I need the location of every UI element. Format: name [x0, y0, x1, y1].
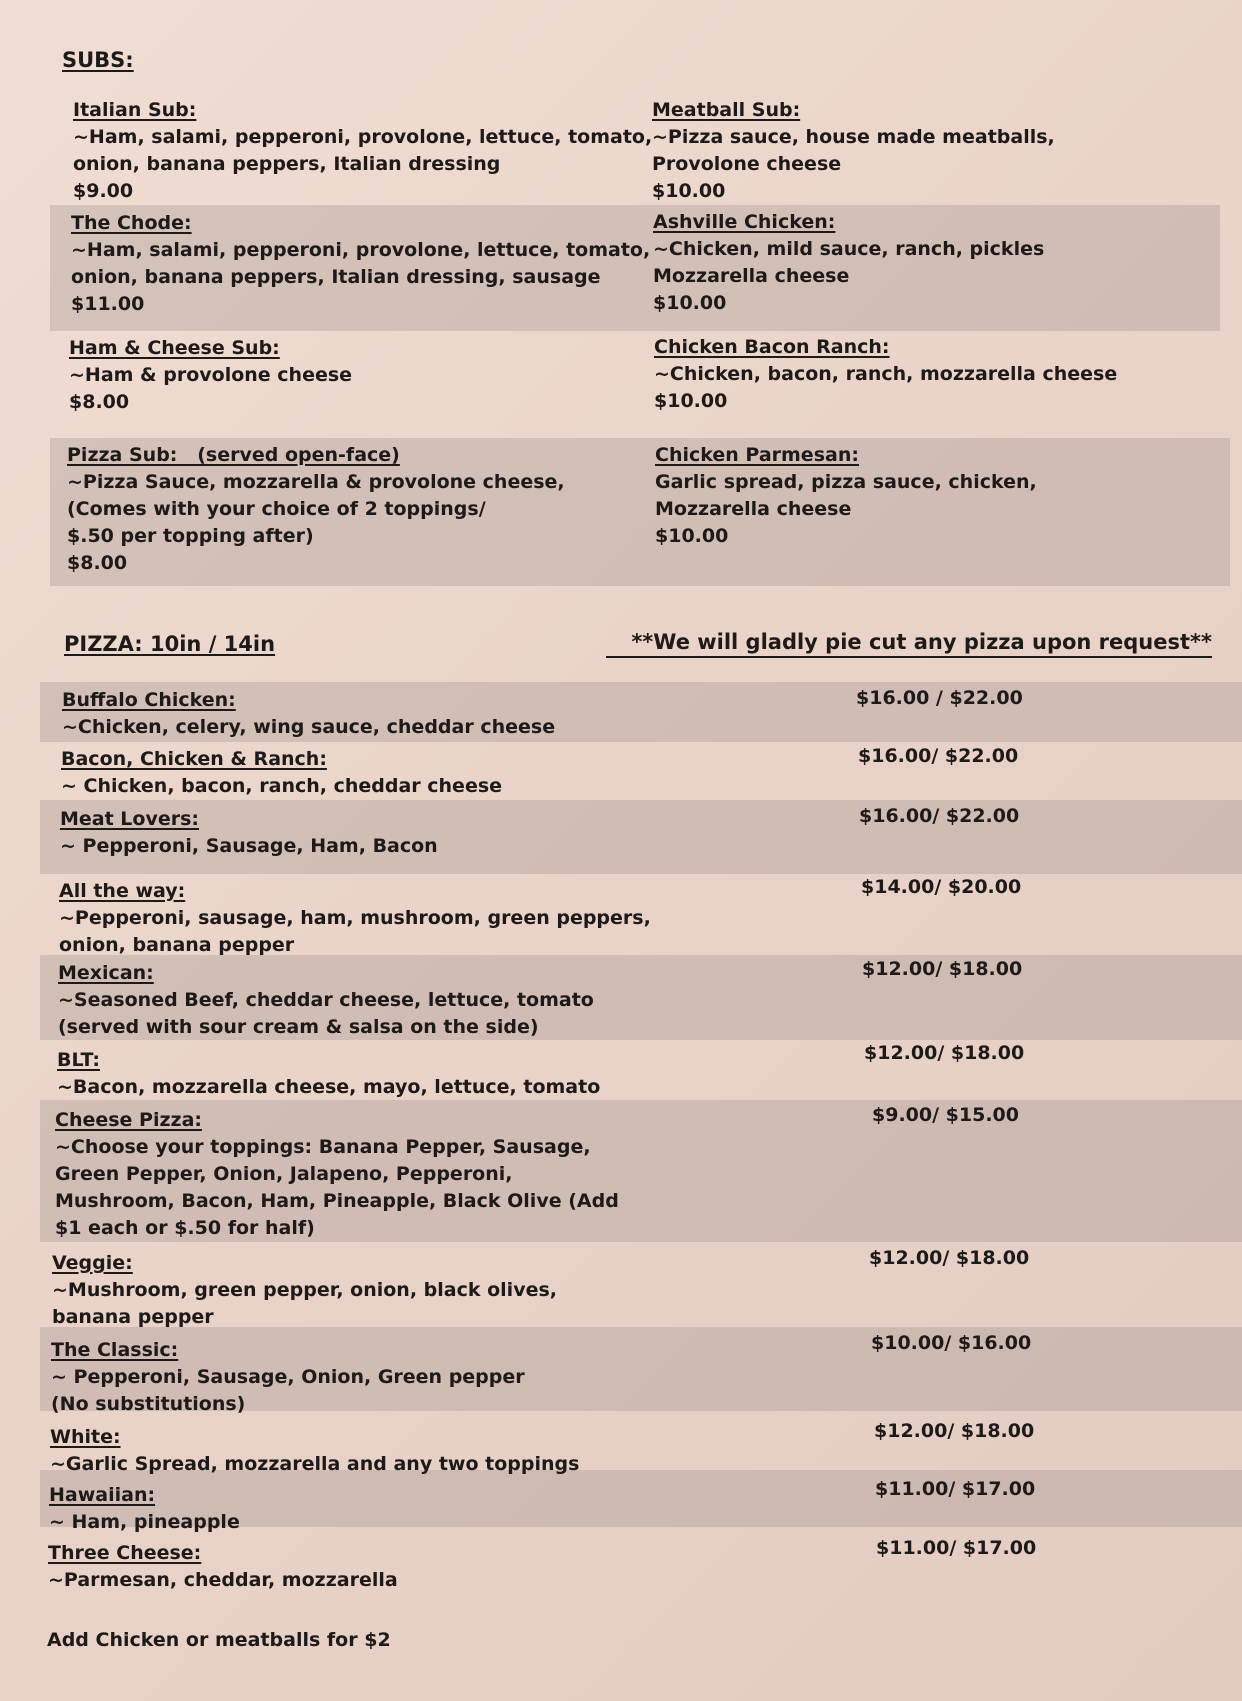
- item-description: ~Choose your toppings: Banana Pepper, Sausage,: [55, 1136, 591, 1158]
- menu-item-mexican: [58, 960, 594, 1041]
- item-price: $12.00/ $18.00: [864, 1042, 1025, 1064]
- menu-item-chicken-parmesan: [655, 442, 1037, 550]
- item-description: (Comes with your choice of 2 toppings/: [67, 498, 486, 520]
- pie-cut-note: **We will gladly pie cut any pizza upon request**: [606, 630, 1212, 658]
- menu-item-chicken-bacon-ranch: [654, 334, 1117, 415]
- item-description: ~Ham, salami, pepperoni, provolone, lettuce, tomato,: [71, 239, 651, 261]
- menu-item-ashville-chicken: [653, 209, 1044, 317]
- item-description: $1 each or $.50 for half): [55, 1217, 315, 1239]
- item-name: Veggie:: [52, 1252, 133, 1274]
- item-name: Chicken Parmesan:: [655, 444, 859, 466]
- subs-heading: SUBS:: [62, 48, 134, 72]
- item-description: ~Chicken, bacon, ranch, mozzarella cheese: [654, 363, 1118, 385]
- item-description: onion, banana peppers, Italian dressing, sausage: [71, 266, 601, 288]
- item-description: ~ Pepperoni, Sausage, Onion, Green pepper: [51, 1366, 525, 1388]
- menu-item-meatball-sub: [652, 97, 1055, 205]
- menu-item-the-classic: [51, 1337, 525, 1418]
- item-name: Italian Sub:: [73, 99, 197, 121]
- item-name: White:: [50, 1426, 121, 1448]
- menu-item-buffalo-chicken: [62, 687, 555, 741]
- item-name: Ashville Chicken:: [653, 211, 836, 233]
- menu-item-italian-sub: [73, 97, 652, 205]
- item-description: ~Ham, salami, pepperoni, provolone, lettuce, tomato,: [73, 126, 653, 148]
- pizza-heading: PIZZA: 10in / 14in: [64, 632, 276, 656]
- item-description: ~Mushroom, green pepper, onion, black olives,: [52, 1279, 557, 1301]
- item-description: ~Chicken, mild sauce, ranch, pickles: [653, 238, 1045, 260]
- item-description: $.50 per topping after): [67, 525, 314, 547]
- item-price: $11.00: [71, 293, 145, 315]
- item-price: $14.00/ $20.00: [861, 876, 1022, 898]
- item-description: ~Chicken, celery, wing sauce, cheddar cheese: [62, 716, 556, 738]
- item-name: Hawaiian:: [49, 1484, 156, 1506]
- item-description: onion, banana peppers, Italian dressing: [73, 153, 501, 175]
- item-name: The Chode:: [71, 212, 192, 234]
- item-price: $8.00: [69, 391, 130, 413]
- item-name: Meat Lovers:: [60, 808, 200, 830]
- item-name: Pizza Sub: (served open-face): [67, 444, 400, 466]
- item-description: ~Parmesan, cheddar, mozzarella: [48, 1569, 398, 1591]
- item-description: Green Pepper, Onion, Jalapeno, Pepperoni,: [55, 1163, 513, 1185]
- item-name: The Classic:: [51, 1339, 179, 1361]
- item-name: Ham & Cheese Sub:: [69, 337, 280, 359]
- item-description: ~ Ham, pineapple: [49, 1511, 240, 1533]
- item-name: All the way:: [59, 880, 186, 902]
- menu-item-ham-cheese-sub: [69, 335, 352, 416]
- menu-item-cheese-pizza: [55, 1107, 619, 1242]
- item-price: $10.00: [655, 525, 729, 547]
- item-name: Mexican:: [58, 962, 154, 984]
- item-description: onion, banana pepper: [59, 934, 295, 956]
- item-price: $12.00/ $18.00: [862, 958, 1023, 980]
- item-description: ~ Chicken, bacon, ranch, cheddar cheese: [61, 775, 503, 797]
- item-price: $11.00/ $17.00: [875, 1478, 1036, 1500]
- item-price: $12.00/ $18.00: [869, 1247, 1030, 1269]
- item-description: ~Ham & provolone cheese: [69, 364, 353, 386]
- menu-item-meat-lovers: [60, 806, 438, 860]
- item-price: $16.00/ $22.00: [858, 745, 1019, 767]
- item-name: Three Cheese:: [48, 1542, 202, 1564]
- item-description: Provolone cheese: [652, 153, 842, 175]
- item-description: ~Pizza sauce, house made meatballs,: [652, 126, 1055, 148]
- menu-item-veggie: [52, 1250, 557, 1331]
- item-description: (served with sour cream & salsa on the side): [58, 1016, 539, 1038]
- item-price: $11.00/ $17.00: [876, 1537, 1037, 1559]
- item-name: BLT:: [57, 1049, 100, 1071]
- menu-item-hawaiian: [49, 1482, 240, 1536]
- item-description: Garlic spread, pizza sauce, chicken,: [655, 471, 1037, 493]
- item-price: $9.00/ $15.00: [872, 1104, 1019, 1126]
- item-description: Mushroom, Bacon, Ham, Pineapple, Black Olive (Add: [55, 1190, 619, 1212]
- item-name: Cheese Pizza:: [55, 1109, 203, 1131]
- item-price: $10.00: [652, 180, 726, 202]
- item-price: $16.00/ $22.00: [859, 805, 1020, 827]
- item-description: Mozzarella cheese: [653, 265, 850, 287]
- item-name: Chicken Bacon Ranch:: [654, 336, 890, 358]
- item-description: ~Bacon, mozzarella cheese, mayo, lettuce, tomato: [57, 1076, 601, 1098]
- item-price: $16.00 / $22.00: [856, 687, 1023, 709]
- menu-item-white: [50, 1424, 579, 1478]
- menu-item-three-cheese: [48, 1540, 398, 1594]
- menu-item-the-chode: [71, 210, 650, 318]
- menu-item-bacon-chicken-ranch: [61, 746, 502, 800]
- item-price: $12.00/ $18.00: [874, 1420, 1035, 1442]
- menu-item-all-the-way: [59, 878, 651, 959]
- item-description: ~ Pepperoni, Sausage, Ham, Bacon: [60, 835, 438, 857]
- item-price: $10.00/ $16.00: [871, 1332, 1032, 1354]
- item-price: $9.00: [73, 180, 134, 202]
- item-price: $10.00: [654, 390, 728, 412]
- item-name: Buffalo Chicken:: [62, 689, 236, 711]
- menu-item-pizza-sub: [67, 442, 565, 577]
- item-price: $10.00: [653, 292, 727, 314]
- item-price: $8.00: [67, 552, 128, 574]
- item-description: ~Pepperoni, sausage, ham, mushroom, green peppers,: [59, 907, 651, 929]
- item-description: Mozzarella cheese: [655, 498, 852, 520]
- item-description: ~Garlic Spread, mozzarella and any two toppings: [50, 1453, 580, 1475]
- item-description: banana pepper: [52, 1306, 214, 1328]
- item-description: ~Seasoned Beef, cheddar cheese, lettuce, tomato: [58, 989, 594, 1011]
- item-description: (No substitutions): [51, 1393, 246, 1415]
- item-name: Meatball Sub:: [652, 99, 801, 121]
- menu-item-blt: [57, 1047, 600, 1101]
- add-protein-note: Add Chicken or meatballs for $2: [47, 1629, 391, 1651]
- item-name: Bacon, Chicken & Ranch:: [61, 748, 327, 770]
- item-description: ~Pizza Sauce, mozzarella & provolone cheese,: [67, 471, 565, 493]
